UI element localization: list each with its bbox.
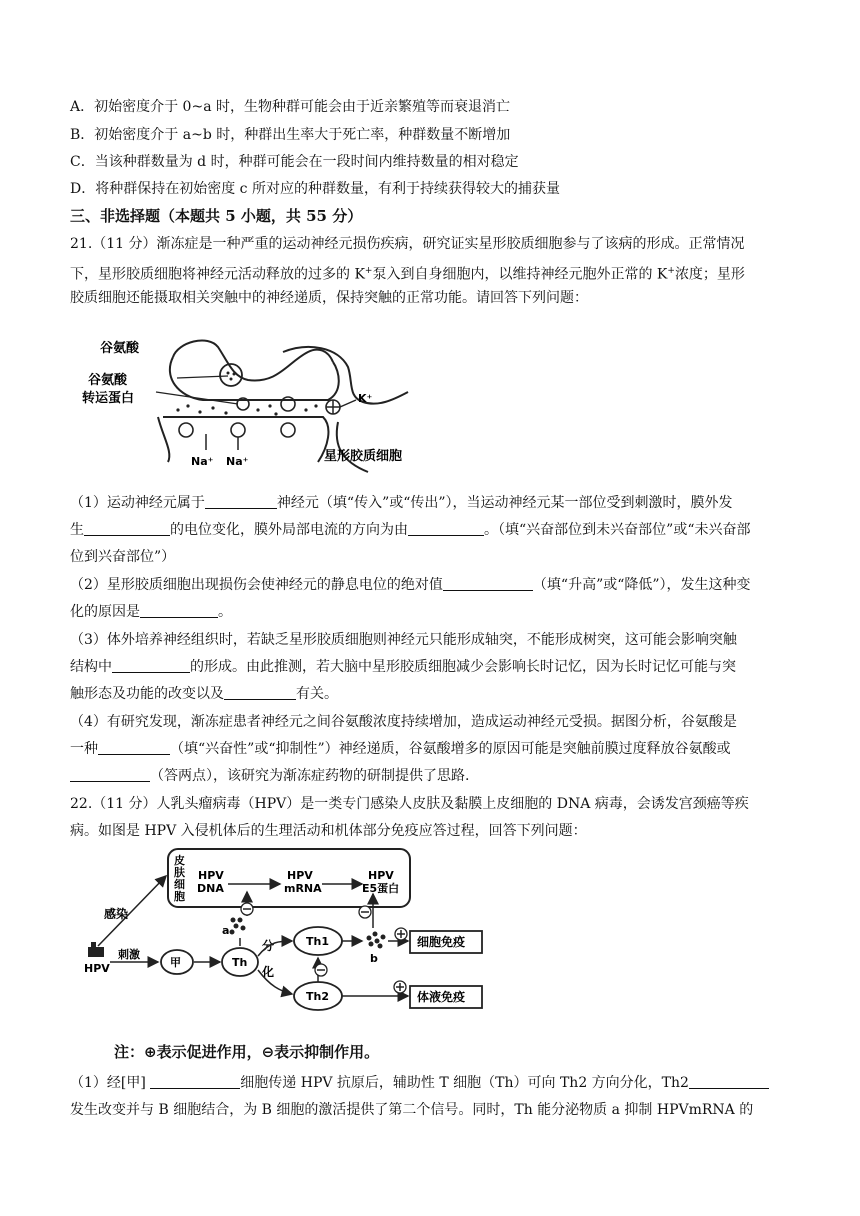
text-span: （填“兴奋性”或“抑制性”）神经递质，谷氨酸增多的原因可能是突触前膜过度释放谷氨酸或	[170, 741, 731, 757]
q21-part3-line3	[70, 684, 338, 704]
text-span: （答两点），该研究为渐冻症药物的研制提供了思路.	[150, 768, 470, 784]
option-d: D．将种群保持在初始密度 c 所对应的种群数量，有利于持续获得较大的捕获量	[70, 181, 560, 197]
q22-part1-line2: 发生改变并与 B 细胞结合，为 B 细胞的激活提供了第二个信号。同时，Th 能分泌物质 a 抑制 HPVmRNA 的	[70, 1102, 754, 1118]
humoral-immunity-label: 体液免疫	[417, 990, 466, 1004]
synapse-figure	[78, 322, 438, 482]
label-glutamate: 谷氨酸	[100, 341, 140, 356]
q22-stem-line2: 病。如图是 HPV 入侵机体后的生理活动和机体部分免疫应答过程，回答下列问题：	[70, 823, 587, 839]
answer-blank[interactable]	[112, 658, 190, 673]
text-span: （1）运动神经元属于	[70, 495, 205, 511]
label-k: K⁺	[358, 392, 373, 405]
answer-blank[interactable]	[443, 576, 533, 591]
label-na-1: Na⁺	[191, 455, 214, 468]
q22-stem-line1: 22.（11 分）人乳头瘤病毒（HPV）是一类专门感染人皮肤及黏膜上皮细胞的 DNA 病毒，会诱发宫颈癌等疾	[70, 796, 749, 812]
answer-blank[interactable]	[205, 494, 277, 509]
text-span: 的电位变化，膜外局部电流的方向为由	[170, 522, 408, 538]
text-span: 的形成。由此推测，若大脑中星形胶质细胞减少会影响长时记忆，因为长时记忆可能与突	[190, 659, 736, 675]
answer-blank[interactable]	[98, 740, 170, 755]
hpv-e5-label: E5蛋白	[362, 882, 400, 895]
answer-blank[interactable]	[224, 685, 296, 700]
option-b: B．初始密度介于 a~b 时，种群出生率大于死亡率，种群数量不断增加	[70, 127, 511, 143]
text-span: 触形态及功能的改变以及	[70, 686, 224, 702]
q21-stem-line2	[70, 261, 745, 285]
text-span: 。	[218, 604, 232, 620]
q21-part1-line2	[70, 520, 750, 540]
q21-stem-line1: 21.（11 分）渐冻症是一种严重的运动神经元损伤疾病，研究证实星形胶质细胞参与了该病的形成。正常情况	[70, 236, 745, 252]
q21-part2-line2	[70, 602, 232, 622]
option-c: C．当该种群数量为 d 时，种群可能会在一段时间内维持数量的相对稳定	[70, 154, 519, 170]
answer-blank[interactable]	[84, 521, 170, 536]
text-span: 。（填“兴奋部位到未兴奋部位”或“未兴奋部	[484, 522, 751, 538]
label-na-2: Na⁺	[226, 455, 249, 468]
receptor-icon	[281, 423, 295, 437]
hpv-mrna-label: mRNA	[284, 882, 322, 895]
text-span: （填“升高”或“降低”），发生这种变	[532, 577, 751, 593]
q21-stem-part: 下，星形胶质细胞将神经元活动释放的过多的 K	[70, 266, 365, 283]
option-a: A．初始密度介于 0~a 时，生物种群可能会由于近亲繁殖等而衰退消亡	[70, 99, 510, 115]
text-span: 神经元（填“传入”或“传出”），当运动神经元某一部位受到刺激时，膜外发	[276, 495, 733, 511]
label-astrocyte: 星形胶质细胞	[324, 449, 403, 464]
text-span: 细胞传递 HPV 抗原后，辅助性 T 细胞（Th）可向 Th2 方向分化，Th2	[240, 1075, 689, 1091]
superscript: +	[364, 266, 373, 276]
answer-blank[interactable]	[140, 603, 218, 618]
skin-cell-label: 皮	[174, 854, 185, 867]
q21-part3-line1: （3）体外培养神经组织时，若缺乏星形胶质细胞则神经元只能形成轴突，不能形成树突，这可能会影响突触	[70, 632, 737, 648]
q21-part4-line1: （4）有研究发现，渐冻症患者神经元之间谷氨酸浓度持续增加，造成运动神经元受损。据图分析，谷氨酸是	[70, 714, 737, 730]
receptor-icon	[231, 423, 245, 437]
answer-blank[interactable]	[70, 767, 150, 782]
superscript: +	[667, 266, 675, 276]
hpv-label: HPV	[84, 962, 110, 975]
q21-stem-part: 泵入到自身细胞内，以维持神经元胞外正常的 K	[372, 266, 668, 283]
q22-part1-line1	[70, 1073, 769, 1093]
hpv-immune-figure	[80, 846, 520, 1036]
hpv-dna-label: DNA	[197, 882, 224, 895]
figure-note: 注：⊕表示促进作用，⊖表示抑制作用。	[114, 1043, 380, 1061]
q21-stem-part: 浓度；星形	[674, 266, 745, 283]
skin-cell-label: 细	[174, 878, 185, 891]
q21-part1-line3: 位到兴奋部位”）	[70, 549, 176, 565]
th1-label: Th1	[306, 935, 329, 948]
text-span: 结构中	[70, 659, 112, 675]
skin-cell-label: 肤	[174, 866, 185, 879]
hpv-icon	[88, 947, 104, 957]
answer-blank[interactable]	[689, 1074, 769, 1089]
b-label: b	[370, 952, 378, 965]
hpv-mrna-label: HPV	[287, 869, 313, 882]
text-span: （2）星形胶质细胞出现损伤会使神经元的静息电位的绝对值	[70, 577, 443, 593]
fen-label: 分	[262, 939, 275, 953]
section-heading: 三、非选择题（本题共 5 小题，共 55 分）	[70, 207, 363, 225]
answer-blank[interactable]	[150, 1074, 240, 1089]
jia-label: 甲	[170, 956, 181, 969]
text-span: 有关。	[296, 686, 338, 702]
skin-cell-label: 胞	[174, 890, 185, 903]
q21-part4-line3	[70, 766, 469, 786]
hpv-e5-label: HPV	[368, 869, 394, 882]
text-span: 生	[70, 522, 84, 538]
stimulate-label: 刺激	[118, 948, 140, 961]
text-span: （1）经[甲]	[70, 1075, 151, 1091]
a-label: a	[222, 924, 230, 937]
q21-stem-line3: 胶质细胞还能摄取相关突触中的神经递质，保持突触的正常功能。请回答下列问题：	[70, 290, 588, 306]
q21-part3-line2	[70, 657, 736, 677]
text-span: 化的原因是	[70, 604, 140, 620]
q21-part2-line1	[70, 575, 751, 595]
label-transporter-2: 转运蛋白	[82, 391, 135, 406]
q21-part1-line1	[70, 493, 733, 513]
th-label: Th	[232, 956, 248, 969]
q21-part4-line2	[70, 739, 731, 759]
cell-immunity-label: 细胞免疫	[417, 935, 466, 949]
label-transporter-1: 谷氨酸	[88, 373, 128, 388]
text-span: 一种	[70, 741, 98, 757]
infect-label: 感染	[104, 907, 129, 921]
hpv-dna-label: HPV	[198, 869, 224, 882]
receptor-icon	[179, 423, 193, 437]
th2-label: Th2	[306, 990, 329, 1003]
hua-label: 化	[262, 965, 275, 979]
answer-blank[interactable]	[408, 521, 484, 536]
